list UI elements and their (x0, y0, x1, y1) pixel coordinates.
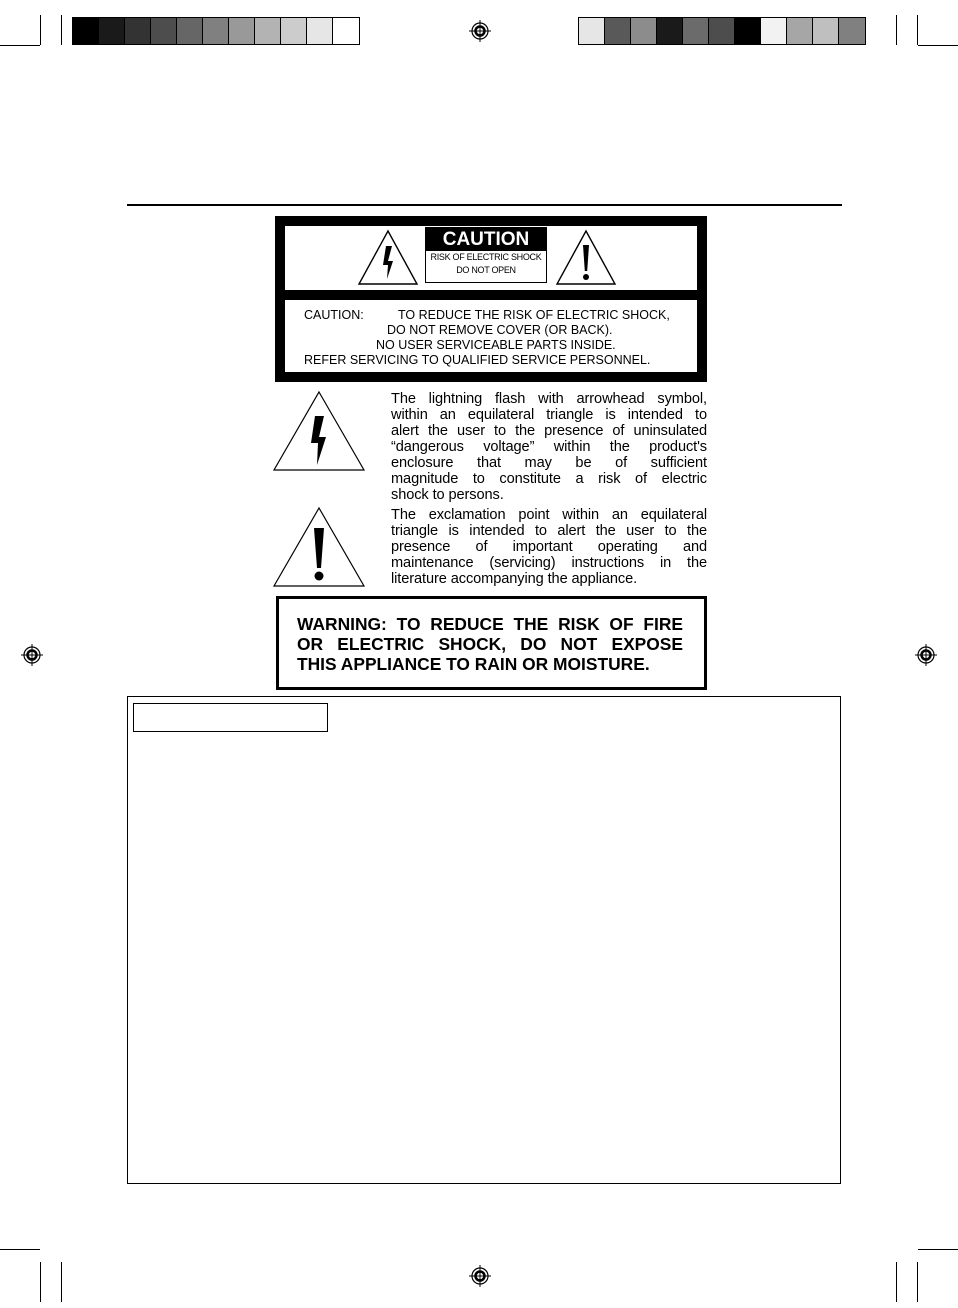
exclamation-explanation (391, 507, 707, 587)
exclamation-line-2: triangle is intended to alert the user to the (391, 523, 707, 539)
caution-badge-line2: DO NOT OPEN (456, 265, 516, 275)
registration-target-icon (469, 1265, 491, 1287)
calibration-swatch (579, 18, 605, 44)
calibration-swatch (333, 18, 359, 44)
lightning-line-7: shock to persons. (391, 487, 504, 503)
warning-line-3: THIS APPLIANCE TO RAIN OR MOISTURE. (297, 654, 650, 674)
calibration-swatch (99, 18, 125, 44)
calibration-swatch (735, 18, 761, 44)
exclamation-line-1: The exclamation point within an equilateral (391, 507, 707, 523)
caution-line4: REFER SERVICING TO QUALIFIED SERVICE PERSONNEL. (304, 353, 651, 367)
content-panel (127, 696, 841, 1184)
header-rule (127, 204, 842, 206)
lightning-line-6: magnitude to constitute a risk of electric (391, 471, 707, 487)
calibration-swatch (307, 18, 333, 44)
calibration-swatch (683, 18, 709, 44)
calibration-swatch (761, 18, 787, 44)
caution-badge-title: CAUTION (426, 228, 546, 251)
calibration-swatch (631, 18, 657, 44)
calibration-swatch (657, 18, 683, 44)
calibration-bar-left (72, 17, 360, 45)
calibration-swatch (229, 18, 255, 44)
exclamation-triangle-icon (555, 229, 617, 285)
exclamation-triangle-icon (272, 506, 366, 588)
caution-line3: NO USER SERVICEABLE PARTS INSIDE. (376, 338, 616, 352)
panel-tab (133, 703, 328, 732)
calibration-swatch (605, 18, 631, 44)
caution-badge-line1: RISK OF ELECTRIC SHOCK (430, 252, 542, 262)
lightning-line-3: alert the user to the presence of uninsulated (391, 423, 707, 439)
lightning-triangle-icon (272, 390, 366, 472)
registration-target-icon (915, 644, 937, 666)
warning-box (276, 596, 707, 690)
caution-line1: TO REDUCE THE RISK OF ELECTRIC SHOCK, (398, 308, 670, 322)
caution-badge (425, 227, 547, 283)
caution-lead: CAUTION: (304, 308, 364, 322)
caution-line2: DO NOT REMOVE COVER (OR BACK). (387, 323, 613, 337)
warning-line-2: OR ELECTRIC SHOCK, DO NOT EXPOSE (297, 634, 683, 654)
calibration-swatch (73, 18, 99, 44)
calibration-swatch (177, 18, 203, 44)
caution-label (275, 216, 707, 382)
lightning-triangle-icon (357, 229, 419, 285)
warning-line-1: WARNING: TO REDUCE THE RISK OF FIRE (297, 614, 683, 634)
calibration-swatch (151, 18, 177, 44)
calibration-swatch (203, 18, 229, 44)
lightning-line-4: “dangerous voltage” within the product's (391, 439, 707, 455)
lightning-line-1: The lightning flash with arrowhead symbol, (391, 391, 707, 407)
calibration-bar-right (578, 17, 866, 45)
calibration-swatch (255, 18, 281, 44)
calibration-swatch (709, 18, 735, 44)
caution-label-top (285, 226, 697, 290)
calibration-swatch (787, 18, 813, 44)
exclamation-line-4: maintenance (servicing) instructions in the (391, 555, 707, 571)
lightning-line-2: within an equilateral triangle is intended to (391, 407, 707, 423)
caution-label-bottom (285, 300, 697, 372)
registration-target-icon (21, 644, 43, 666)
calibration-swatch (125, 18, 151, 44)
registration-target-icon (469, 20, 491, 42)
exclamation-line-5: literature accompanying the appliance. (391, 571, 638, 587)
calibration-swatch (839, 18, 865, 44)
calibration-swatch (281, 18, 307, 44)
lightning-line-5: enclosure that may be of sufficient (391, 455, 707, 471)
exclamation-line-3: presence of important operating and (391, 539, 707, 555)
lightning-explanation (391, 391, 707, 503)
calibration-swatch (813, 18, 839, 44)
